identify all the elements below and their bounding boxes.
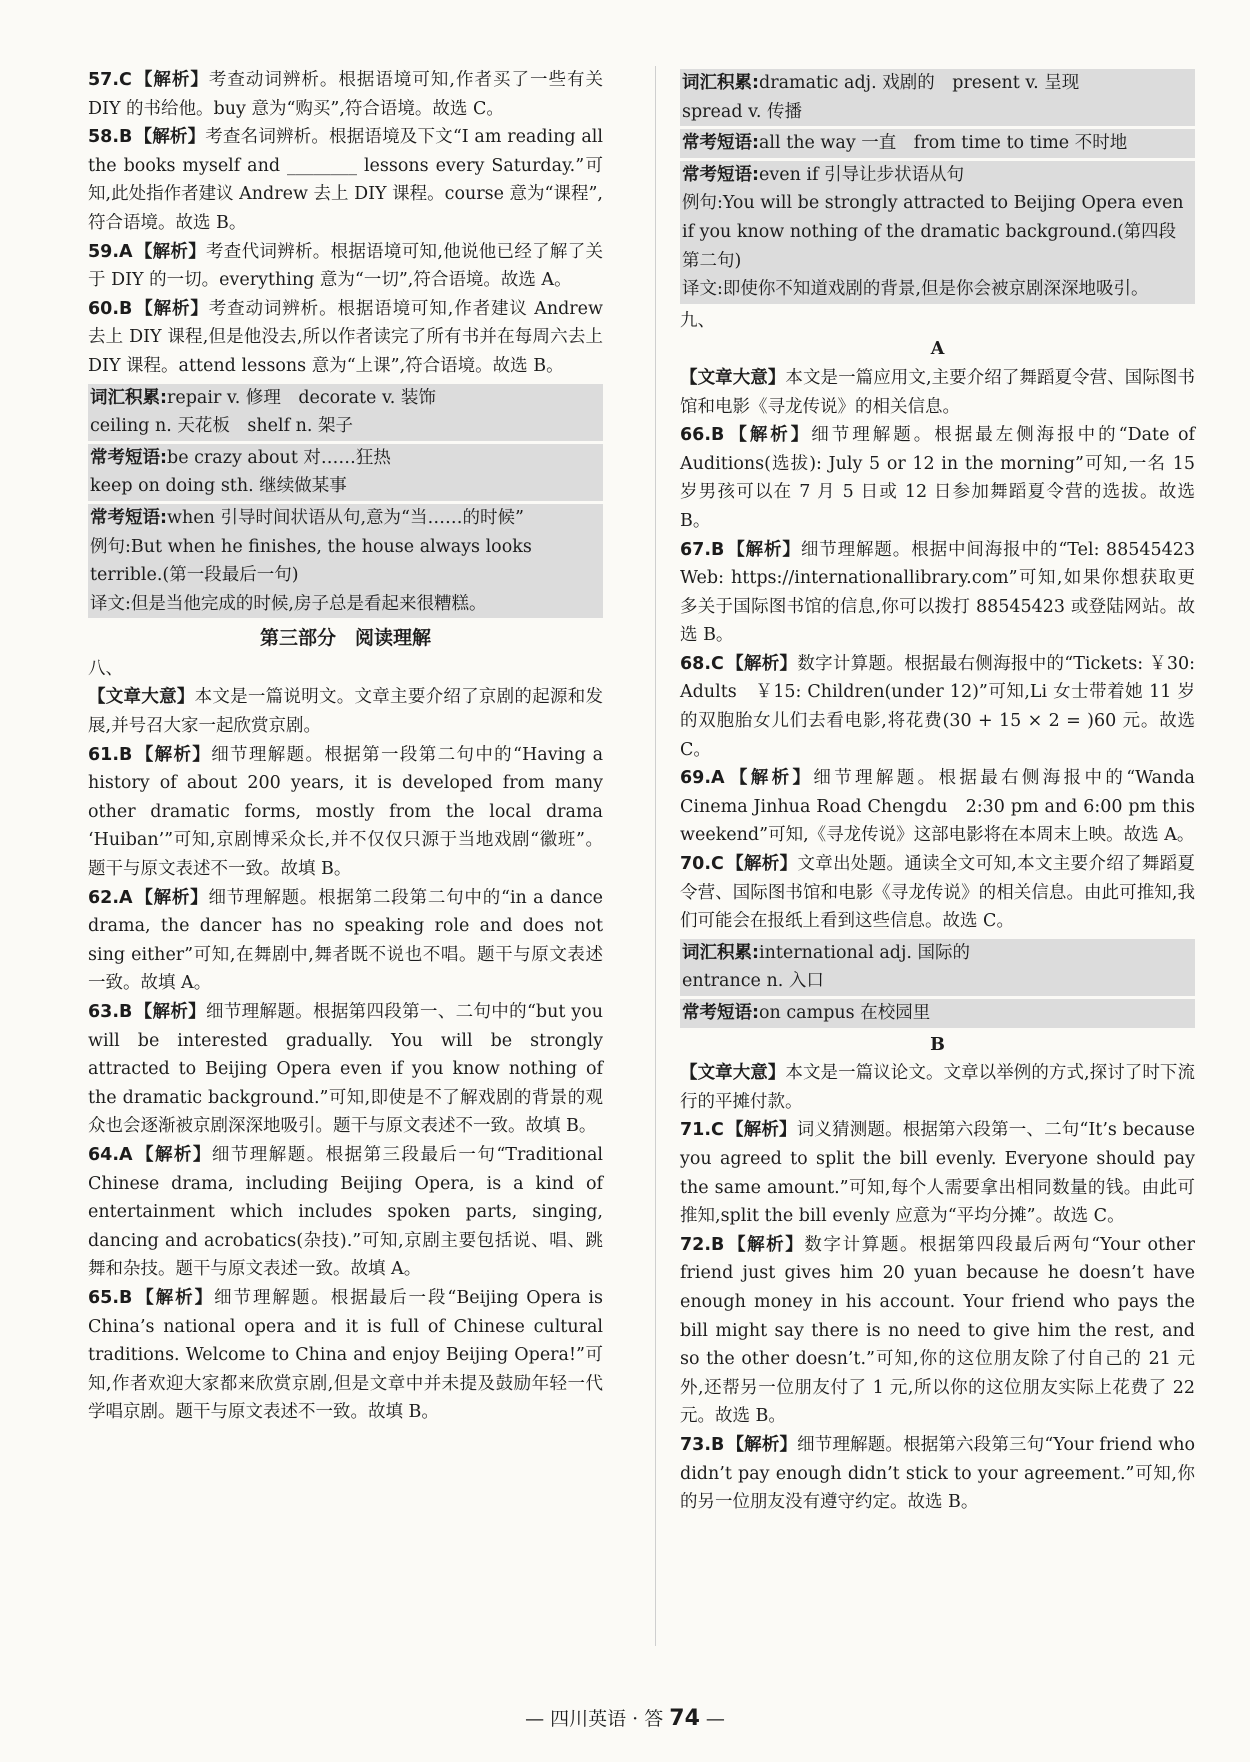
analysis-tag: 【解析】 (725, 653, 798, 674)
box-text: 例句:But when he finishes, the house always looks terrible.(第一段最后一句) (90, 536, 532, 586)
analysis-text: 细节理解题。根据最后一段“Beijing Opera is China’s national opera and it is full of Chinese cultural traditions. Welcome to China and enjoy Beijing Opera!”可知,作者欢迎大家都来欣赏京剧,但是文章中并未提及鼓励年轻一代学唱京剧。题干与原文表述不一致。故填 B。 (88, 1287, 603, 1423)
analysis-text: 文章出处题。通读全文可知,本文主要介绍了舞蹈夏令营、国际图书馆和电影《寻龙传说》的相关信息。由此可推知,我们可能会在报纸上看到这些信息。故选 C。 (680, 854, 1196, 932)
analysis-text: 细节理解题。根据第一段第二句中的“Having a history of about 200 years, it is developed from many other dramatic forms, mostly from the local drama ‘Huiban’”可知,京剧博采众长,并不仅仅只源于当地戏剧“徽班”。题干与原文表述不一致。故填 B。 (88, 744, 604, 880)
summary-tag: 【文章大意】 (680, 1063, 786, 1084)
answer-number: 62.A (88, 887, 133, 908)
answer-number: 67.B (680, 539, 725, 560)
box-text: even if 引导让步状语从句 (759, 164, 965, 185)
box-line (682, 129, 1193, 158)
box-line (90, 504, 601, 533)
answer-number: 69.A (680, 768, 725, 789)
answer-number: 57.C (88, 70, 132, 90)
analysis-text: 细节理解题。根据第二段第二句中的“in a dance drama, the dancer has no speaking role and does not sing either”可知,在舞剧中,舞者既不说也不唱。题干与原文表述一致。故填 A。 (88, 887, 604, 994)
box-text: be crazy about 对……狂热 (167, 447, 391, 468)
phrase-example-box (88, 504, 603, 618)
box-line (90, 412, 601, 441)
answer-number: 66.B (680, 425, 725, 446)
answer-item (88, 238, 603, 295)
footer-prefix: — 四川英语 · 答 (525, 1708, 670, 1730)
answer-list-57-60 (88, 66, 603, 381)
answer-number: 71.C (680, 1120, 724, 1141)
answer-item (680, 650, 1195, 764)
footer-suffix: — (699, 1708, 725, 1730)
box-line (90, 472, 601, 501)
analysis-tag: 【解析】 (133, 70, 209, 90)
analysis-tag: 【解析】 (725, 854, 798, 875)
phrase-example-box (680, 161, 1195, 304)
box-text: spread v. 传播 (682, 101, 803, 122)
box-line (682, 967, 1193, 996)
answer-number: 72.B (680, 1234, 725, 1255)
box-text: repair v. 修理 decorate v. 装饰 (167, 387, 436, 408)
vocabulary-box (88, 384, 603, 441)
box-label: 常考短语: (682, 1003, 759, 1023)
analysis-tag: 【解析】 (726, 539, 801, 560)
column-divider (655, 66, 656, 1646)
answer-number: 63.B (88, 1002, 133, 1022)
answer-item (88, 295, 603, 381)
box-label: 词汇积累: (90, 387, 167, 408)
analysis-tag: 【解析】 (726, 1434, 798, 1455)
answer-item (88, 998, 603, 1141)
analysis-tag: 【解析】 (134, 298, 209, 319)
summary-text: 本文是一篇说明文。文章主要介绍了京剧的起源和发展,并号召大家一起欣赏京剧。 (88, 687, 604, 737)
answer-item (680, 421, 1195, 535)
answer-item (680, 764, 1195, 850)
analysis-text: 细节理解题。根据最左侧海报中的“Date of Auditions(选拔): July 5 or 12 in the morning”可知,一名 15 岁男孩可以在 7 月 5 日或 12 日参加舞蹈夏令营的选拔。故选 B。 (680, 425, 1196, 531)
article-summary-a (680, 364, 1195, 421)
analysis-tag: 【解析】 (134, 887, 209, 908)
answer-item (88, 123, 603, 237)
answer-item (88, 1284, 603, 1427)
answer-item (88, 741, 603, 884)
right-column (680, 66, 1195, 1517)
analysis-text: 细节理解题。根据第四段第一、二句中的“but you will be interested gradually. You will be strongly attracted to Beijing Opera even if you know nothing of the dramatic background.”可知,即使是不了解戏剧的背景的观众也会逐渐被京剧深深地吸引。题干与原文表述不一致。故填 B。 (88, 1002, 603, 1137)
analysis-text: 考查动词辨析。根据语境可知,作者建议 Andrew 去上 DIY 课程,但是他没去,所以作者读完了所有书并在每周六去上 DIY 课程。attend lessons 意为“上课”,符合语境。故选 B。 (88, 298, 604, 376)
box-text: 译文:即使你不知道戏剧的背景,但是你会被京剧深深地吸引。 (682, 279, 1149, 300)
article-summary-eight (88, 683, 603, 740)
analysis-text: 词义猜测题。根据第六段第一、二句“It’s because you agreed to split the bill evenly. Everyone should pay the same amount.”可知,每个人需要拿出相同数量的钱。由此可推知,split the bill evenly 应意为“平均分摊”。故选 C。 (680, 1120, 1196, 1227)
box-text: entrance n. 入口 (682, 971, 824, 992)
box-line (682, 939, 1193, 968)
answer-item (88, 1141, 603, 1284)
analysis-text: 细节理解题。根据最右侧海报中的“Wanda Cinema Jinhua Road Chengdu 2:30 pm and 6:00 pm this weekend”可知,《寻龙传说》这部电影将在本周末上映。故选 A。 (680, 768, 1195, 846)
summary-text: 本文是一篇议论文。文章以举例的方式,探讨了时下流行的平摊付款。 (680, 1063, 1196, 1112)
box-line (682, 161, 1193, 190)
answer-list-66-70 (680, 421, 1195, 936)
answer-number: 61.B (88, 744, 133, 765)
box-line (90, 384, 601, 413)
analysis-tag: 【解析】 (726, 1234, 805, 1255)
part-three-title: 第三部分 阅读理解 (259, 627, 431, 650)
answer-number: 73.B (680, 1434, 725, 1455)
box-text: ceiling n. 天花板 shelf n. 架子 (90, 416, 354, 437)
left-column (88, 66, 603, 1427)
answer-list-61-65 (88, 741, 603, 1427)
answer-number: 58.B (88, 127, 133, 148)
answer-item (88, 66, 603, 123)
answer-number: 65.B (88, 1287, 133, 1308)
phrase-box (680, 999, 1195, 1028)
analysis-text: 数字计算题。根据最右侧海报中的“Tickets: ￥30: Adults ￥15: Children(under 12)”可知,Li 女士带着她 11 岁的双胞胎女儿们去看电影,将花费(30 + 15 × 2 = )60 元。故选 C。 (680, 653, 1195, 760)
analysis-text: 细节理解题。根据第三段最后一句“Traditional Chinese drama, including Beijing Opera, is a kind of entertainment which includes spoken parts, singing, dancing and acrobatics(杂技).”可知,京剧主要包括说、唱、跳舞和杂技。题干与原文表述一致。故填 A。 (88, 1144, 604, 1280)
box-text: dramatic adj. 戏剧的 present v. 呈现 (759, 73, 1080, 93)
analysis-tag: 【解析】 (134, 1287, 215, 1308)
box-label: 常考短语: (90, 507, 167, 528)
article-summary-b (680, 1059, 1195, 1116)
answer-number: 70.C (680, 854, 724, 875)
analysis-tag: 【解析】 (134, 1002, 206, 1022)
section-eight-label: 八、 (88, 658, 123, 679)
box-label: 常考短语: (682, 164, 759, 185)
vocabulary-box (680, 69, 1195, 126)
analysis-text: 细节理解题。根据中间海报中的“Tel: 88545423 Web: https://internationallibrary.com”可知,如果你想获取更多关于国际图书馆的信息,你可以拨打 88545423 或登陆网站。故选 B。 (680, 539, 1196, 646)
box-text: when 引导时间状语从句,意为“当……的时候” (167, 507, 524, 528)
box-text: all the way 一直 from time to time 不时地 (759, 133, 1128, 154)
analysis-text: 考查动词辨析。根据语境可知,作者买了一些有关 DIY 的书给他。buy 意为“购买”,符合语境。故选 C。 (88, 70, 603, 119)
answer-item (680, 850, 1195, 936)
analysis-text: 细节理解题。根据第六段第三句“Your friend who didn’t pay enough didn’t stick to your agreement.”可知,你的另一位朋友没有遵守约定。故选 B。 (680, 1434, 1195, 1513)
analysis-tag: 【解析】 (134, 1144, 212, 1165)
answer-item (680, 1116, 1195, 1230)
analysis-tag: 【解析】 (134, 744, 212, 765)
box-line (682, 69, 1193, 98)
answer-item (88, 884, 603, 998)
phrase-box (88, 444, 603, 501)
analysis-tag: 【解析】 (725, 1120, 797, 1141)
vocabulary-box (680, 939, 1195, 996)
box-line (90, 590, 601, 619)
answer-item (680, 536, 1195, 650)
analysis-tag: 【解析】 (134, 241, 207, 262)
answer-item (680, 1431, 1195, 1517)
section-nine-label: 九、 (680, 310, 715, 331)
box-label: 常考短语: (682, 133, 759, 154)
box-text: 例句:You will be strongly attracted to Beijing Opera even if you know nothing of the dramatic background.(第四段第二句) (682, 193, 1184, 271)
box-text: 译文:但是当他完成的时候,房子总是看起来很糟糕。 (90, 593, 487, 614)
box-line (90, 533, 601, 590)
summary-tag: 【文章大意】 (88, 687, 195, 708)
box-text: keep on doing sth. 继续做某事 (90, 476, 347, 497)
answer-number: 64.A (88, 1144, 133, 1165)
box-line (682, 999, 1193, 1028)
answer-number: 68.C (680, 653, 724, 674)
analysis-tag: 【解析】 (726, 425, 812, 446)
passage-b-heading: B (930, 1034, 945, 1055)
page-footer (0, 1704, 1250, 1731)
page-number: 74 (669, 1706, 700, 1731)
answer-item (680, 1231, 1195, 1431)
box-label: 词汇积累: (682, 942, 759, 963)
box-line (90, 444, 601, 473)
phrase-box (680, 129, 1195, 158)
box-label: 常考短语: (90, 447, 167, 468)
summary-text: 本文是一篇应用文,主要介绍了舞蹈夏令营、国际图书馆和电影《寻龙传说》的相关信息。 (680, 367, 1196, 417)
box-line (682, 275, 1193, 304)
analysis-text: 数字计算题。根据第四段最后两句“Your other friend just gives him 20 yuan because he doesn’t have enough money in his account. Your friend who pays the bill might say there is no need to give him the rest, and so the other doesn’t.”可知,你的这位朋友除了付自己的 21 元外,还帮另一位朋友付了 1 元,所以你的这位朋友实际上花费了 22 元。故选 B。 (680, 1234, 1196, 1427)
analysis-tag: 【解析】 (726, 768, 814, 789)
summary-tag: 【文章大意】 (680, 367, 786, 388)
answer-number: 60.B (88, 298, 133, 319)
box-line (682, 98, 1193, 127)
analysis-text: 考查代词辨析。根据语境可知,他说他已经了解了关于 DIY 的一切。everything 意为“一切”,符合语境。故选 A。 (88, 241, 604, 291)
passage-a-heading: A (930, 339, 945, 360)
box-text: on campus 在校园里 (759, 1003, 931, 1023)
box-text: international adj. 国际的 (759, 942, 971, 963)
analysis-tag: 【解析】 (134, 127, 206, 148)
answer-number: 59.A (88, 241, 133, 262)
box-label: 词汇积累: (682, 73, 759, 93)
analysis-text: 考查名词辨析。根据语境及下文“I am reading all the books myself and ________ lessons every Saturday.”可知,此处指作者建议 Andrew 去上 DIY 课程。course 意为“课程”,符合语境。故选 B。 (88, 127, 603, 233)
box-line (682, 189, 1193, 275)
answer-list-71-73 (680, 1116, 1195, 1516)
